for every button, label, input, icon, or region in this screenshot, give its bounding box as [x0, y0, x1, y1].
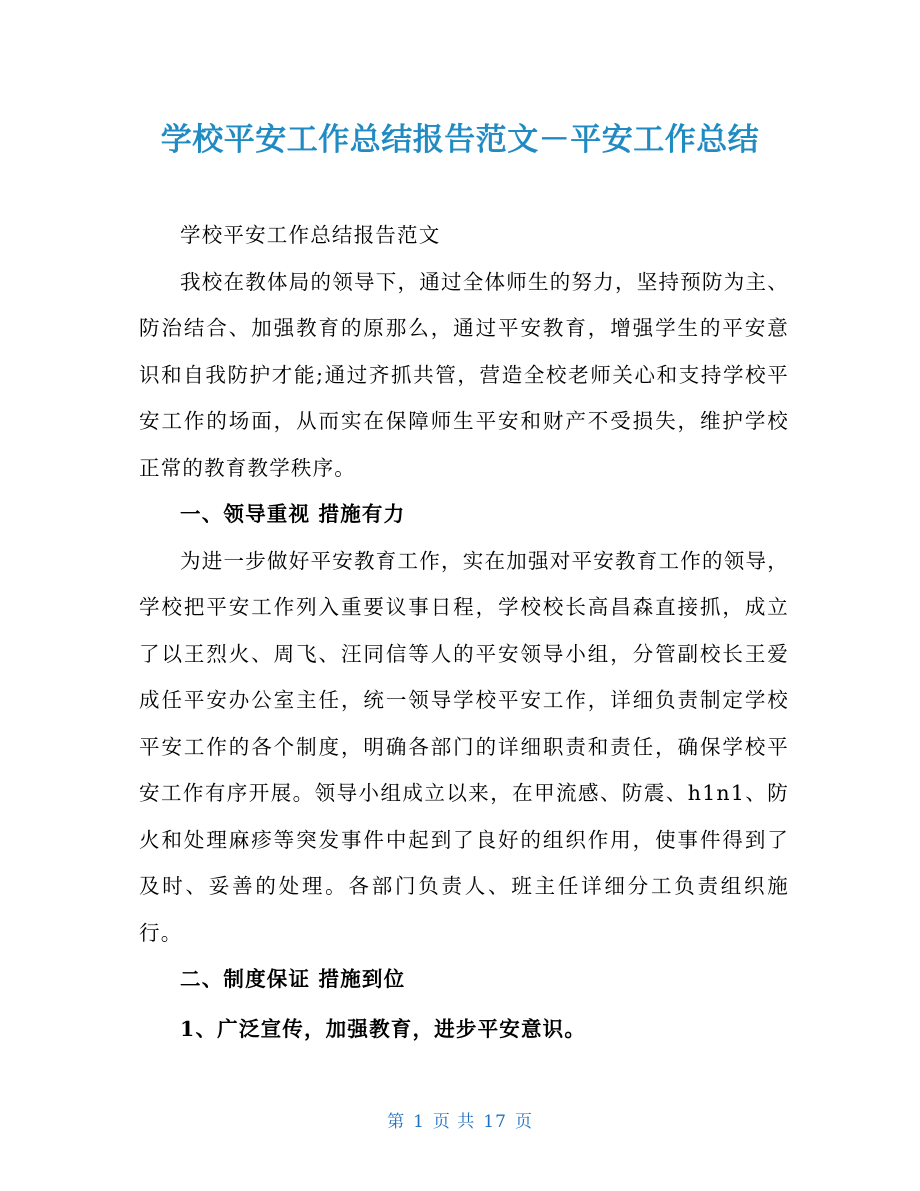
current-page-number: 1 [413, 1112, 425, 1132]
page-label-prefix: 第 [387, 1112, 406, 1132]
page-label-mid: 页 共 [432, 1112, 476, 1132]
paragraph-section-1: 为进一步做好平安教育工作，实在加强对平安教育工作的领导，学校把平安工作列入重要议事日程，学校校长高昌森直接抓，成立了以王烈火、周飞、汪同信等人的平安领导小组，分管副校长王爱成任平安办公室主任，统一领导学校平安工作，详细负责制定学校平安工作的各个制度，明确各部门的详细职责和责任，确保学校平安工作有序开展。领导小组成立以来，在甲流感、防震、h1n1、防火和处理麻疹等突发事件中起到了良好的组织作用，使事件得到了及时、妥善的处理。各部门负责人、班主任详细分工负责组织施行。 [139, 548, 789, 945]
document-title: 学校平安工作总结报告范文－平安工作总结 [160, 122, 760, 158]
document-subtitle: 学校平安工作总结报告范文 [180, 223, 441, 247]
page-footer [0, 1110, 920, 1134]
paragraph-intro: 我校在教体局的领导下，通过全体师生的努力，坚持预防为主、防治结合、加强教育的原那么，通过平安教育，增强学生的平安意识和自我防护才能;通过齐抓共管，营造全校老师关心和支持学校平安工作的场面，从而实在保障师生平安和财产不受损失，维护学校正常的教育教学秩序。 [139, 269, 789, 480]
page-label-suffix: 页 [514, 1112, 533, 1132]
document-body [139, 212, 789, 1052]
total-pages-number: 17 [483, 1112, 507, 1132]
section-heading-1: 一、领导重视 措施有力 [180, 502, 406, 526]
section-heading-2: 二、制度保证 措施到位 [180, 967, 406, 991]
section-2-item-1: 1、广泛宣传，加强教育，进步平安意识。 [180, 1016, 587, 1041]
